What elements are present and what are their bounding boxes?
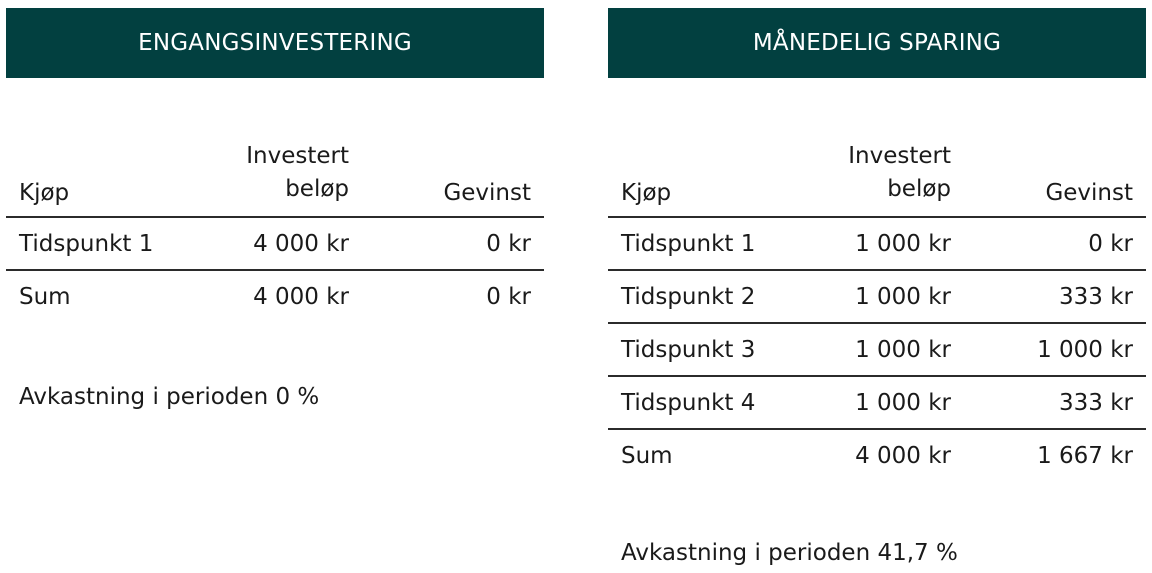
monthly-saving-panel <box>608 8 1146 566</box>
table-row <box>608 218 1146 271</box>
row-gain: 0 kr <box>486 231 531 257</box>
col-gain: Gevinst <box>1045 180 1133 206</box>
table-header <box>6 141 544 218</box>
col-invested <box>848 140 951 206</box>
table-row <box>608 377 1146 430</box>
row-invested: 4 000 kr <box>253 284 349 310</box>
row-invested: 1 000 kr <box>855 390 951 416</box>
table-row <box>608 324 1146 377</box>
table-row <box>608 271 1146 324</box>
col-buy: Kjøp <box>19 180 70 206</box>
row-gain: 333 kr <box>1059 390 1133 416</box>
table-row-sum <box>6 271 544 322</box>
row-label: Tidspunkt 4 <box>621 390 756 416</box>
row-invested: 1 000 kr <box>855 284 951 310</box>
col-gain: Gevinst <box>443 180 531 206</box>
monthly-saving-return: Avkastning i perioden 41,7 % <box>621 540 958 566</box>
table-header <box>608 141 1146 218</box>
row-gain: 333 kr <box>1059 284 1133 310</box>
row-label: Tidspunkt 3 <box>621 337 756 363</box>
row-label: Tidspunkt 2 <box>621 284 756 310</box>
lump-sum-header: ENGANGSINVESTERING <box>6 8 544 78</box>
row-label: Sum <box>621 443 673 469</box>
row-label: Tidspunkt 1 <box>621 231 756 257</box>
row-invested: 4 000 kr <box>855 443 951 469</box>
col-invested-line2: beløp <box>887 176 951 202</box>
row-invested: 1 000 kr <box>855 231 951 257</box>
col-invested-line2: beløp <box>285 176 349 202</box>
monthly-saving-table <box>608 141 1146 481</box>
col-invested-line1: Investert <box>246 143 349 169</box>
col-invested <box>246 140 349 206</box>
row-gain: 1 000 kr <box>1037 337 1133 363</box>
row-gain: 1 667 kr <box>1037 443 1133 469</box>
lump-sum-return: Avkastning i perioden 0 % <box>19 384 320 410</box>
row-invested: 4 000 kr <box>253 231 349 257</box>
col-buy: Kjøp <box>621 180 672 206</box>
monthly-saving-header: MÅNEDELIG SPARING <box>608 8 1146 78</box>
col-invested-line1: Investert <box>848 143 951 169</box>
row-invested: 1 000 kr <box>855 337 951 363</box>
row-gain: 0 kr <box>1088 231 1133 257</box>
row-gain: 0 kr <box>486 284 531 310</box>
row-label: Sum <box>19 284 71 310</box>
lump-sum-table <box>6 141 544 322</box>
table-row-sum <box>608 430 1146 481</box>
lump-sum-panel <box>6 8 544 410</box>
row-label: Tidspunkt 1 <box>19 231 154 257</box>
table-row <box>6 218 544 271</box>
